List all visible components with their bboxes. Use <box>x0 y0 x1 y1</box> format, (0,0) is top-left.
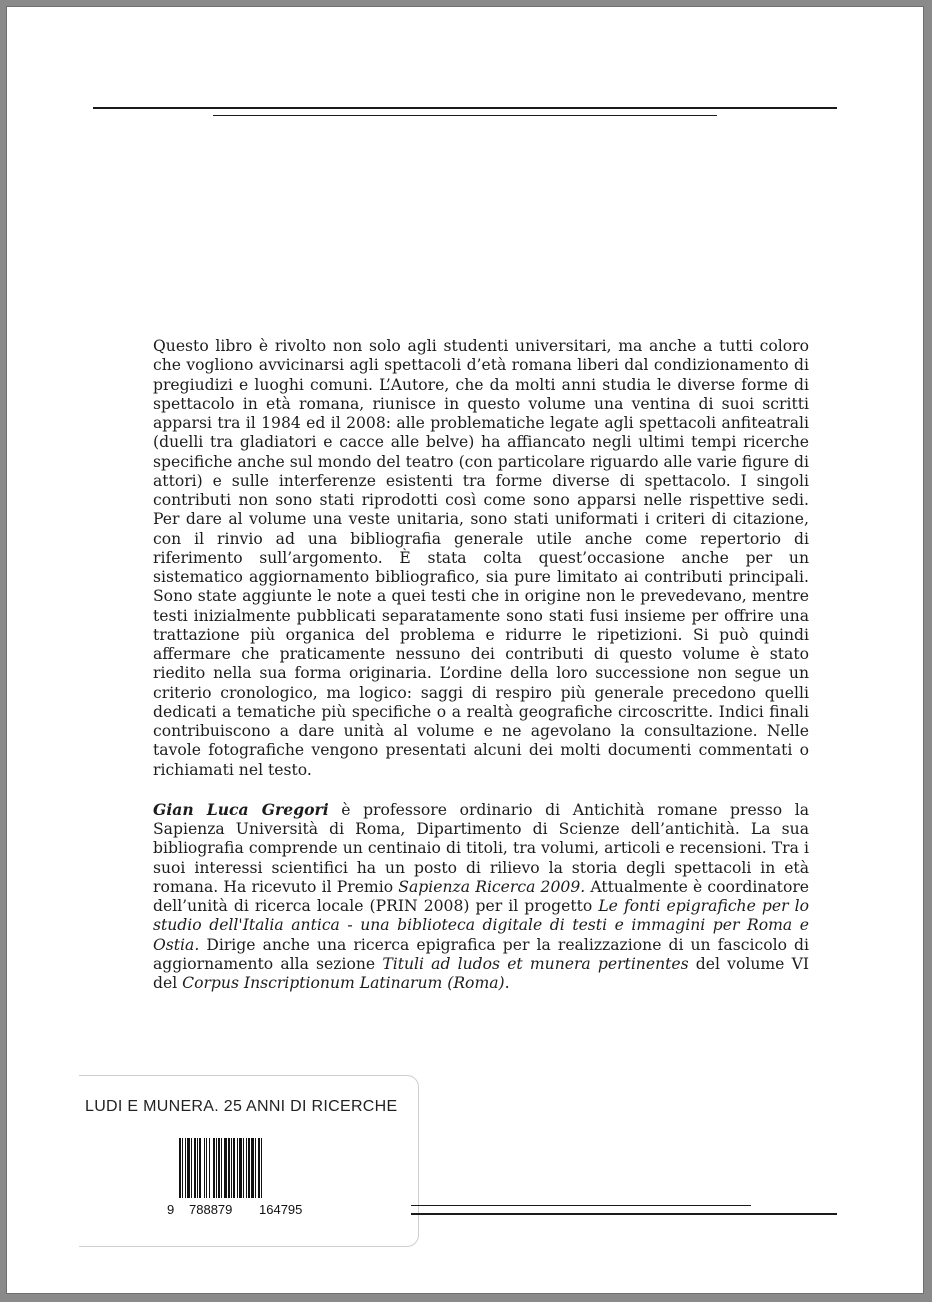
barcode-bar <box>261 1138 262 1198</box>
isbn-digits-left: 788879 <box>189 1202 233 1217</box>
corpus-title: Corpus Inscriptionum Latinarum (Roma) <box>182 974 505 992</box>
barcode-bar <box>185 1138 186 1198</box>
label-title: LUDI E MUNERA. 25 ANNI DI RICERCHE <box>85 1098 398 1115</box>
isbn-digit-lead: 9 <box>167 1202 175 1217</box>
barcode-bar <box>218 1138 220 1198</box>
barcode-bar <box>228 1138 230 1198</box>
author-name: Gian Luca Gregori <box>153 799 329 819</box>
top-rule <box>93 107 837 109</box>
project-title: Le fonti epigrafiche per lo studio dell'Italia antica - una biblioteca digitale di testi e immagini per Roma e Ostia. <box>153 897 810 954</box>
barcode <box>177 1138 327 1202</box>
barcode-bar <box>239 1138 242 1198</box>
barcode-bar <box>224 1138 227 1198</box>
barcode-bar <box>221 1138 222 1198</box>
barcode-bar <box>216 1138 217 1198</box>
bio-text-5: . <box>504 974 510 992</box>
barcode-bar <box>231 1138 232 1198</box>
isbn-digits-right: 164795 <box>259 1202 303 1217</box>
bio-text-4: del volume VI del <box>153 954 810 992</box>
bottom-rule-thin <box>411 1205 751 1206</box>
text-block <box>153 337 809 993</box>
barcode-bar <box>204 1138 205 1198</box>
barcode-bar <box>251 1138 254 1198</box>
barcode-bar <box>255 1138 256 1198</box>
barcode-bar <box>237 1138 238 1198</box>
section-title: Tituli ad ludos et munera pertinentes <box>382 954 689 973</box>
bottom-rule <box>411 1213 837 1215</box>
barcode-bar <box>258 1138 260 1198</box>
barcode-bar <box>209 1138 210 1198</box>
barcode-bar <box>206 1138 207 1198</box>
barcode-bar <box>243 1138 244 1198</box>
barcode-bar <box>194 1138 196 1198</box>
barcode-bar <box>179 1138 181 1198</box>
barcode-bar <box>197 1138 198 1198</box>
barcode-bar <box>187 1138 190 1198</box>
bio-text-1: è professore ordinario di Antichità romane presso la Sapienza Università di Roma, Dipartimento di Scienze dell’antichità. La sua bibliografia comprende un centinaio di titoli, tra volumi, articoli e recensioni. Tra i suoi interessi scientifici ha un posto di rilievo la storia degli spettacoli in età romana. Ha ricevuto il Premio <box>153 800 809 896</box>
barcode-bar <box>199 1138 201 1198</box>
barcode-bar <box>246 1138 247 1198</box>
back-cover <box>6 6 924 1294</box>
bio-text-2: Attualmente è coordinatore dell’unità di ricerca locale (PRIN 2008) per il progetto <box>153 877 810 915</box>
author-bio-paragraph <box>153 800 809 994</box>
blurb-paragraph: Questo libro è rivolto non solo agli studenti universitari, ma anche a tutti coloro che vogliono avvicinarsi agli spettacoli d’età romana liberi dal condizionamento di pregiudizi e luoghi comuni. L’Autore, che da molti anni studia le diverse forme di spettacolo in età romana, riunisce in questo volume una ventina di suoi scritti apparsi tra il 1984 ed il 2008: alle problematiche legate agli spettacoli anfiteatrali (duelli tra gladiatori e cacce alle belve) ha affiancato negli ultimi tempi ricerche specifiche anche sul mondo del teatro (con particolare riguardo alle varie figure di attori) e sulle interferenze esistenti tra forme diverse di spettacolo. I singoli contributi non sono stati riprodotti così come sono apparsi nelle rispettive sedi. Per dare al volume una veste unitaria, sono stati uniformati i criteri di citazione, con il rinvio ad una bibliografia generale utile anche come repertorio di riferimento sull’argomento. È stata colta quest’occasione anche per un sistematico aggiornamento bibliografico, sia pure limitato ai contributi principali. Sono state aggiunte le note a quei testi che in origine non le prevedevano, mentre testi inizialmente pubblicati separatamente sono stati fusi insieme per offrire una trattazione più organica del problema e ridurre le ripetizioni. Si può quindi affermare che praticamente nessuno dei contributi di questo volume è stato riedito nella sua forma originaria. L’ordine della loro successione non segue un criterio cronologico, ma logico: saggi di respiro più generale precedono quelli dedicati a tematiche più specifiche o a realtà geografiche circoscritte. Indici finali contribuiscono a dare unità al volume e ne agevolano la consultazione. Nelle tavole fotografiche vengono presentati alcuni dei molti documenti commentati o richiamati nel testo. <box>153 337 809 779</box>
barcode-bar <box>248 1138 250 1198</box>
bio-text-3: Dirige anche una ricerca epigrafica per la realizzazione di un fascicolo di aggiornamento alla sezione <box>153 935 809 973</box>
barcode-bar <box>233 1138 235 1198</box>
prize-name: Sapienza Ricerca 2009. <box>398 877 586 896</box>
barcode-bar <box>213 1138 215 1198</box>
top-rule-thin <box>213 115 717 116</box>
barcode-label <box>79 1075 419 1247</box>
barcode-bar <box>191 1138 192 1198</box>
barcode-bar <box>182 1138 183 1198</box>
